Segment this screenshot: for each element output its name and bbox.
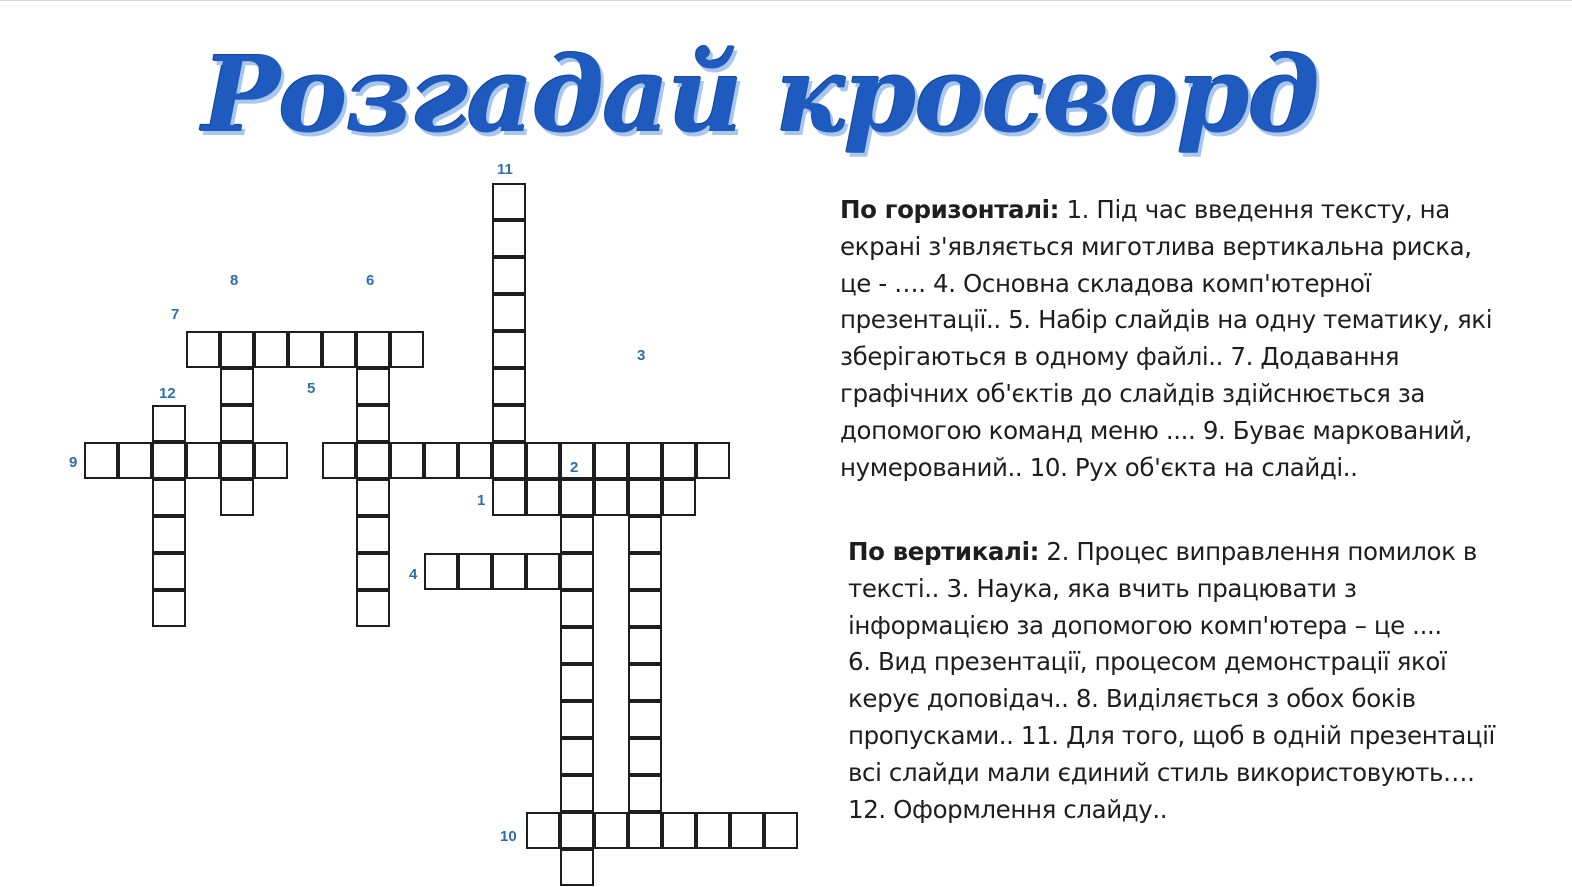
crossword-cell[interactable]: [526, 553, 560, 590]
crossword-cell[interactable]: [764, 812, 798, 849]
clue-number-3: 3: [637, 347, 646, 364]
down-line-6: пропусками.. 11. Для того, щоб в одній презентації: [848, 720, 1495, 750]
crossword-cell[interactable]: [220, 405, 254, 442]
crossword-cell[interactable]: [492, 220, 526, 257]
crossword-cell[interactable]: [152, 442, 186, 479]
across-line-4: презентації.. 5. Набір слайдів на одну тематику, які: [840, 305, 1493, 335]
crossword-cell[interactable]: [458, 553, 492, 590]
clue-number-8: 8: [230, 272, 239, 289]
crossword-cell[interactable]: [628, 442, 662, 479]
down-line-5: керує доповідач.. 8. Виділяється з обох боків: [848, 684, 1416, 714]
crossword-cell[interactable]: [424, 553, 458, 590]
across-heading: По горизонталі:: [840, 195, 1060, 224]
crossword-cell[interactable]: [118, 442, 152, 479]
down-line-4: 6. Вид презентації, процесом демонстрації якої: [848, 647, 1447, 677]
crossword-cell[interactable]: [628, 664, 662, 701]
crossword-cell[interactable]: [254, 442, 288, 479]
crossword-cell[interactable]: [594, 442, 628, 479]
clue-number-4: 4: [409, 566, 418, 583]
crossword-cell[interactable]: [186, 442, 220, 479]
crossword-cell[interactable]: [526, 812, 560, 849]
crossword-cell[interactable]: [560, 849, 594, 886]
crossword-cell[interactable]: [84, 442, 118, 479]
crossword-cell[interactable]: [628, 738, 662, 775]
crossword-cell[interactable]: [560, 479, 594, 516]
clue-number-12: 12: [159, 385, 176, 402]
crossword-cell[interactable]: [560, 701, 594, 738]
crossword-cell[interactable]: [662, 442, 696, 479]
across-line-1: [840, 192, 1540, 229]
crossword-cell[interactable]: [152, 553, 186, 590]
down-line-1: [848, 534, 1548, 571]
across-line-3: це - …. 4. Основна складова комп'ютерної: [840, 268, 1371, 298]
crossword-cell[interactable]: [458, 442, 492, 479]
across-line-5: зберігаються в одному файлі.. 7. Додавання: [840, 342, 1400, 372]
crossword-cell[interactable]: [560, 775, 594, 812]
crossword-cell[interactable]: [254, 331, 288, 368]
crossword-cell[interactable]: [560, 627, 594, 664]
crossword-cell[interactable]: [356, 516, 390, 553]
crossword-cell[interactable]: [152, 405, 186, 442]
crossword-cell[interactable]: [628, 775, 662, 812]
across-line-7: допомогою команд меню .... 9. Буває маркований,: [840, 415, 1472, 445]
crossword-cell[interactable]: [560, 664, 594, 701]
crossword-cell[interactable]: [696, 812, 730, 849]
clue-number-11: 11: [497, 161, 513, 178]
crossword-cell[interactable]: [152, 479, 186, 516]
across-line-1-text: 1. Під час введення тексту, на: [1059, 195, 1450, 224]
crossword-cell[interactable]: [628, 701, 662, 738]
down-heading: По вертикалі:: [848, 537, 1039, 566]
crossword-cell[interactable]: [322, 331, 356, 368]
crossword-cell[interactable]: [628, 590, 662, 627]
crossword-cell[interactable]: [560, 553, 594, 590]
crossword-cell[interactable]: [390, 331, 424, 368]
crossword-cell[interactable]: [696, 442, 730, 479]
crossword-cell[interactable]: [152, 590, 186, 627]
crossword-cell[interactable]: [152, 516, 186, 553]
clue-number-5: 5: [307, 380, 316, 397]
crossword-cell[interactable]: [492, 442, 526, 479]
crossword-cell[interactable]: [492, 553, 526, 590]
crossword-cell[interactable]: [186, 331, 220, 368]
crossword-cell[interactable]: [492, 479, 526, 516]
down-line-8: 12. Оформлення слайду..: [848, 794, 1168, 824]
crossword-cell[interactable]: [594, 479, 628, 516]
crossword-cell[interactable]: [492, 331, 526, 368]
crossword-cell[interactable]: [220, 368, 254, 405]
across-line-2: екрані з'являється миготлива вертикальна риска,: [840, 231, 1472, 261]
crossword-cell[interactable]: [390, 442, 424, 479]
crossword-cell[interactable]: [492, 368, 526, 405]
down-line-7: всі слайди мали єдиний стиль використовують….: [848, 757, 1475, 787]
crossword-cell[interactable]: [356, 368, 390, 405]
clue-number-6: 6: [366, 272, 375, 289]
crossword-cell[interactable]: [526, 442, 560, 479]
crossword-cell[interactable]: [356, 405, 390, 442]
crossword-cell[interactable]: [424, 442, 458, 479]
crossword-cell[interactable]: [492, 405, 526, 442]
crossword-cell[interactable]: [560, 738, 594, 775]
clue-number-2: 2: [570, 459, 579, 476]
down-line-2: тексті.. 3. Наука, яка вчить працювати з: [848, 573, 1357, 603]
crossword-cell[interactable]: [628, 812, 662, 849]
crossword-cell[interactable]: [356, 442, 390, 479]
down-clues: [848, 534, 1548, 828]
crossword-cell[interactable]: [662, 812, 696, 849]
crossword-cell[interactable]: [526, 479, 560, 516]
crossword-cell[interactable]: [730, 812, 764, 849]
crossword-cell[interactable]: [560, 516, 594, 553]
crossword-cell[interactable]: [356, 479, 390, 516]
crossword-cell[interactable]: [492, 183, 526, 220]
clue-number-1: 1: [477, 492, 486, 509]
down-line-1-text: 2. Процес виправлення помилок в: [1039, 537, 1477, 566]
crossword-cell[interactable]: [492, 257, 526, 294]
crossword-cell[interactable]: [628, 479, 662, 516]
crossword-cell[interactable]: [220, 479, 254, 516]
clue-number-10: 10: [500, 828, 517, 845]
crossword-cell[interactable]: [288, 331, 322, 368]
crossword-cell[interactable]: [628, 516, 662, 553]
crossword-cell[interactable]: [628, 553, 662, 590]
crossword-cell[interactable]: [560, 812, 594, 849]
across-line-8: нумерований.. 10. Рух об'єкта на слайді..: [840, 452, 1358, 482]
crossword-cell[interactable]: [492, 294, 526, 331]
crossword-cell[interactable]: [356, 590, 390, 627]
crossword-cell[interactable]: [560, 590, 594, 627]
across-line-6: графічних об'єктів до слайдів здійснюється за: [840, 378, 1426, 408]
crossword-cell[interactable]: [356, 331, 390, 368]
clue-number-7: 7: [171, 306, 180, 323]
page-title: Розгадай кросворд: [202, 33, 1318, 156]
crossword-cell[interactable]: [628, 627, 662, 664]
down-line-3: інформацією за допомогою комп'ютера – це ....: [848, 610, 1442, 640]
clue-number-9: 9: [69, 454, 78, 471]
crossword-cell[interactable]: [220, 331, 254, 368]
across-clues: [840, 192, 1540, 486]
crossword-cell[interactable]: [220, 442, 254, 479]
crossword-cell[interactable]: [594, 812, 628, 849]
crossword-cell[interactable]: [662, 479, 696, 516]
crossword-cell[interactable]: [356, 553, 390, 590]
crossword-cell[interactable]: [322, 442, 356, 479]
